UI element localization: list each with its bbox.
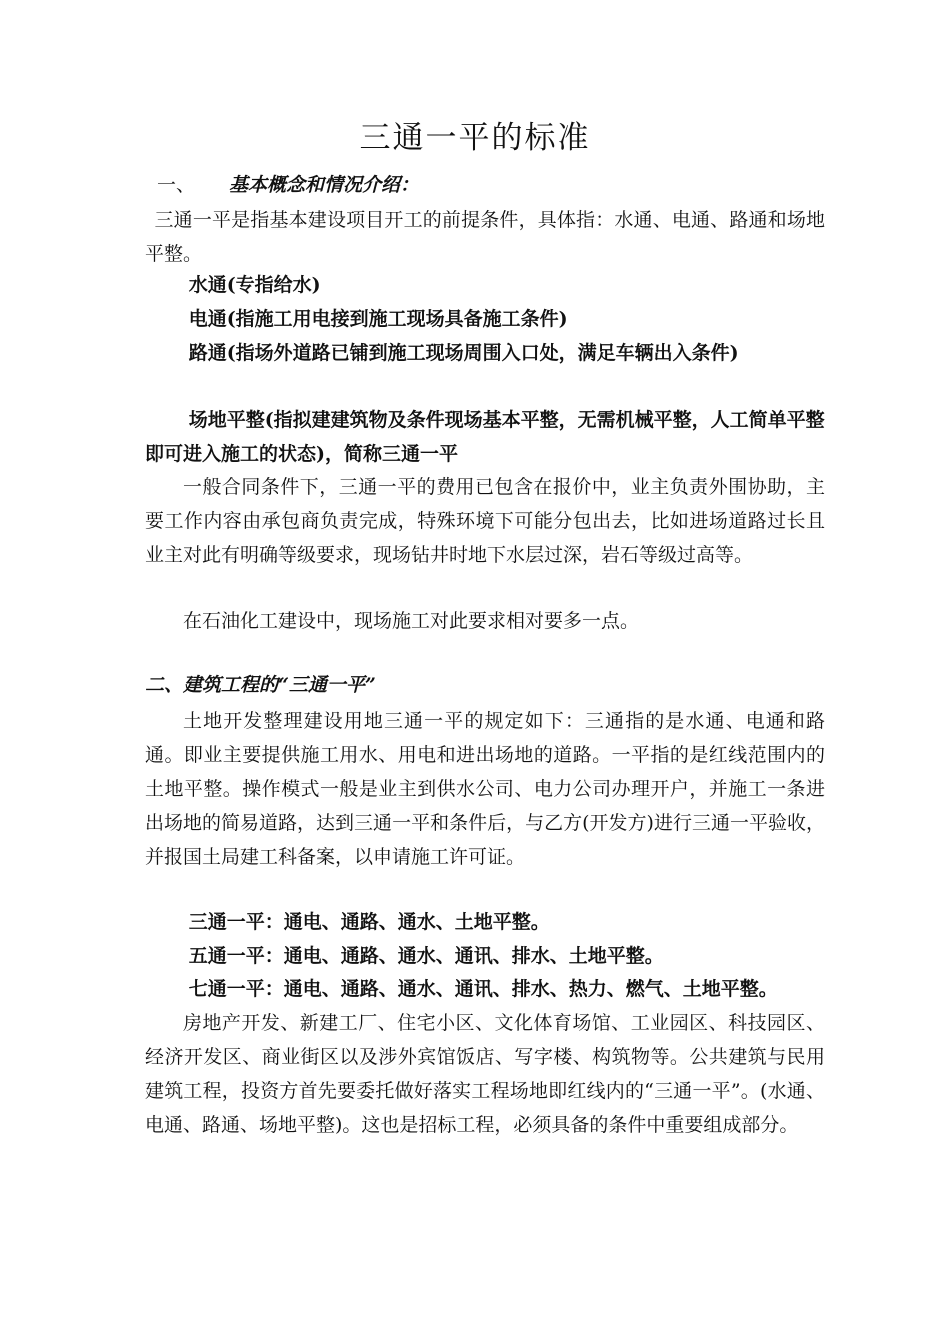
section1-heading xyxy=(157,170,419,200)
section2-item-seven: 七通一平：通电、通路、通水、通讯、排水、热力、燃气、土地平整。 xyxy=(188,978,778,1000)
document-title: 三通一平的标准 xyxy=(359,120,591,156)
section1-intro: 三通一平是指基本建设项目开工的前提条件，具体指：水通、电通、路通和场地平整。 xyxy=(145,209,825,265)
section1-para2: 在石油化工建设中，现场施工对此要求相对要多一点。 xyxy=(183,610,640,632)
section2-para1: 土地开发整理建设用地三通一平的规定如下：三通指的是水通、电通和路通。即业主要提供施工用水、用电和进出场地的道路。一平指的是红线范围内的土地平整。操作模式一般是业主到供水公司、电力公司办理开户，并施工一条进出场地的简易道路，达到三通一平和条件后，与乙方(开发方)进行三通一平验收，并报国土局建工科备案，以申请施工许可证。 xyxy=(145,710,825,868)
section1-title: 基本概念和情况介绍： xyxy=(229,174,420,196)
section1-item-power: 电通(指施工用电接到施工现场具备施工条件) xyxy=(188,308,568,330)
section1-item-road: 路通(指场外道路已铺到施工现场周围入口处，满足车辆出入条件) xyxy=(188,342,739,364)
section2-para2: 房地产开发、新建工厂、住宅小区、文化体育场馆、工业园区、科技园区、经济开发区、商业街区以及涉外宾馆饭店、写字楼、构筑物等。公共建筑与民用建筑工程，投资方首先要委托做好落实工程场地即红线内的“三通一平”。(水通、电通、路通、场地平整)。这也是招标工程，必须具备的条件中重要组成部分。 xyxy=(145,1012,825,1136)
section2-item-five: 五通一平：通电、通路、通水、通讯、排水、土地平整。 xyxy=(188,945,664,967)
section2-heading: 二、建筑工程的“三通一平” xyxy=(145,674,376,696)
section1-item-site: 场地平整(指拟建建筑物及条件现场基本平整，无需机械平整，人工简单平整即可进入施工的状态)，简称三通一平 xyxy=(145,409,825,465)
section1-number: 一、 xyxy=(157,174,196,196)
section1-item-water: 水通(专指给水) xyxy=(188,274,321,296)
section1-para1: 一般合同条件下，三通一平的费用已包含在报价中，业主负责外围协助，主要工作内容由承包商负责完成，特殊环境下可能分包出去，比如进场道路过长且业主对此有明确等级要求，现场钻井时地下水层过深，岩石等级过高等。 xyxy=(145,476,825,566)
section2-item-three: 三通一平：通电、通路、通水、土地平整。 xyxy=(188,911,550,933)
